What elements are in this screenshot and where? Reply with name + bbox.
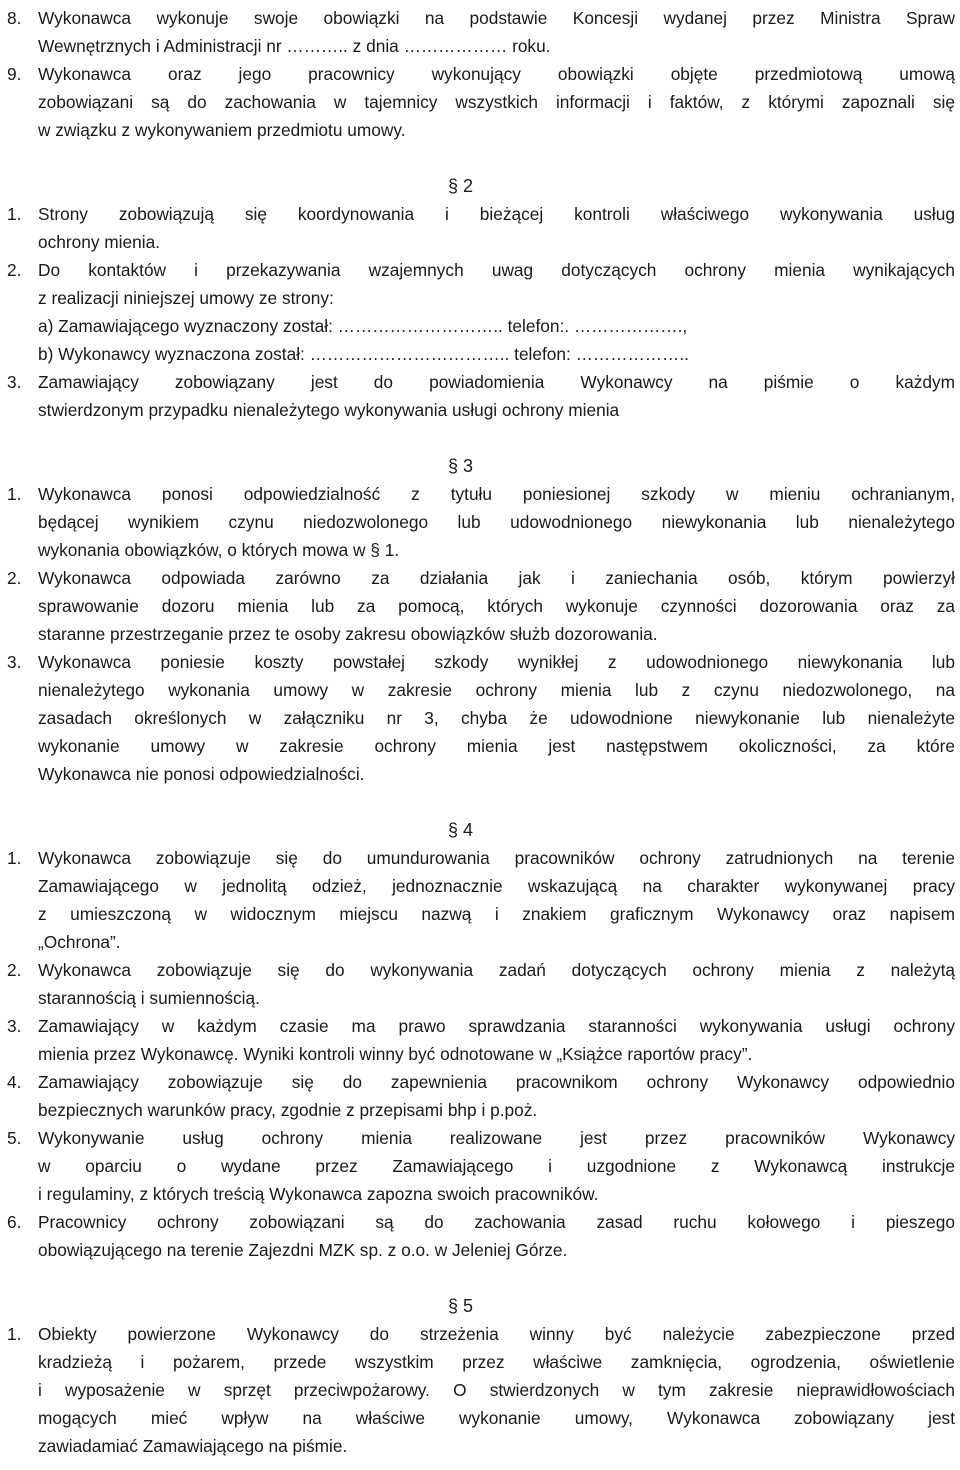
paragraph-line: i regulaminy, z których treścią Wykonawca zapozna swoich pracowników. [38, 1184, 599, 1204]
paragraph-line: mogących mieć wpływ na właściwe wykonanie umowy, Wykonawca zobowiązany jest [38, 1408, 955, 1428]
paragraph-line: zobowiązani są do zachowania w tajemnicy wszystkich informacji i faktów, z którymi zapoznali się [38, 92, 955, 112]
paragraph-line: bezpiecznych warunków pracy, zgodnie z przepisami bhp i p.poż. [38, 1100, 538, 1120]
paragraph-line: Strony zobowiązują się koordynowania i bieżącej kontroli właściwego wykonywania usług [38, 204, 955, 224]
item-number: 1. [7, 484, 22, 504]
section-heading: § 5 [448, 1296, 474, 1316]
paragraph-line: starannością i sumiennością. [38, 988, 260, 1008]
paragraph-line: sprawowanie dozoru mienia lub za pomocą, których wykonuje czynności dozorowania oraz za [38, 596, 955, 616]
paragraph-line: Pracownicy ochrony zobowiązani są do zachowania zasad ruchu kołowego i pieszego [38, 1212, 955, 1232]
item-number: 2. [7, 568, 22, 588]
paragraph-line: Zamawiający zobowiązany jest do powiadomienia Wykonawcy na piśmie o każdym [38, 372, 955, 392]
paragraph-line: obowiązującego na terenie Zajezdni MZK sp. z o.o. w Jeleniej Górze. [38, 1240, 568, 1260]
paragraph-line: z realizacji niniejszej umowy ze strony: [38, 288, 334, 308]
paragraph-line: Wykonawca zobowiązuje się do wykonywania zadań dotyczących ochrony mienia z należytą [38, 960, 955, 980]
paragraph-line: Wewnętrznych i Administracji nr ……….. z dnia ……………… roku. [38, 36, 551, 56]
paragraph-line: zasadach określonych w załączniku nr 3, chyba że udowodnione niewykonanie lub nienależyte [38, 708, 955, 728]
sub-item-line: a) Zamawiającego wyznaczony został: ……………………….. telefon:. ………………., [38, 316, 688, 336]
paragraph-line: Wykonywanie usług ochrony mienia realizowane jest przez pracowników Wykonawcy [38, 1128, 955, 1148]
item-number: 1. [7, 848, 22, 868]
paragraph-line: Wykonawca oraz jego pracownicy wykonujący obowiązki objęte przedmiotową umową [38, 64, 955, 84]
paragraph-line: Wykonawca nie ponosi odpowiedzialności. [38, 764, 365, 784]
paragraph-line: w związku z wykonywaniem przedmiotu umowy. [38, 120, 406, 140]
paragraph-line: Wykonawca zobowiązuje się do umundurowania pracowników ochrony zatrudnionych na terenie [38, 848, 955, 868]
paragraph-line: Wykonawca wykonuje swoje obowiązki na podstawie Koncesji wydanej przez Ministra Spraw [38, 8, 955, 28]
paragraph-line: Wykonawca odpowiada zarówno za działania jak i zaniechania osób, którym powierzył [38, 568, 955, 588]
item-number: 3. [7, 652, 22, 672]
paragraph-line: nienależytego wykonania umowy w zakresie ochrony mienia lub z czynu niedozwolonego, na [38, 680, 955, 700]
section-heading: § 4 [448, 820, 474, 840]
paragraph-line: z umieszczoną w widocznym miejscu nazwą i znakiem graficznym Wykonawcy oraz napisem [38, 904, 955, 924]
paragraph-line: i wyposażenie w sprzęt przeciwpożarowy. O stwierdzonych w tym zakresie nieprawidłowościach [38, 1380, 955, 1400]
paragraph-line: stwierdzonym przypadku nienależytego wykonywania usługi ochrony mienia [38, 400, 620, 420]
paragraph-line: Do kontaktów i przekazywania wzajemnych uwag dotyczących ochrony mienia wynikających [38, 260, 955, 280]
paragraph-line: Zamawiający zobowiązuje się do zapewnienia pracownikom ochrony Wykonawcy odpowiednio [38, 1072, 955, 1092]
paragraph-line: wykonania obowiązków, o których mowa w § 1. [38, 540, 400, 560]
paragraph-line: Zamawiający w każdym czasie ma prawo sprawdzania staranności wykonywania usługi ochrony [38, 1016, 955, 1036]
paragraph-line: Wykonawca ponosi odpowiedzialność z tytułu poniesionej szkody w mieniu ochranianym, [38, 484, 955, 504]
paragraph-line: w oparciu o wydane przez Zamawiającego i uzgodnione z Wykonawcą instrukcje [38, 1156, 955, 1176]
paragraph-line: „Ochrona”. [38, 932, 121, 952]
item-number: 3. [7, 1016, 22, 1036]
paragraph-line: Wykonawca poniesie koszty powstałej szkody wynikłej z udowodnionego niewykonania lub [38, 652, 955, 672]
paragraph-line: kradzieżą i pożarem, przede wszystkim przez właściwe zamknięcia, ogrodzenia, oświetlenie [38, 1352, 955, 1372]
item-number: 2. [7, 960, 22, 980]
paragraph-line: staranne przestrzeganie przez te osoby zakresu obowiązków służb dozorowania. [38, 624, 658, 644]
item-number: 1. [7, 1324, 22, 1344]
item-number: 6. [7, 1212, 22, 1232]
paragraph-line: mienia przez Wykonawcę. Wyniki kontroli winny być odnotowane w „Książce raportów pracy”. [38, 1044, 753, 1064]
paragraph-line: będącej wynikiem czynu niedozwolonego lub udowodnionego niewykonania lub nienależytego [38, 512, 955, 532]
paragraph-line: Obiekty powierzone Wykonawcy do strzeżenia winny być należycie zabezpieczone przed [38, 1324, 955, 1344]
item-number: 9. [7, 64, 22, 84]
paragraph-line: ochrony mienia. [38, 232, 160, 252]
item-number: 5. [7, 1128, 22, 1148]
paragraph-line: wykonanie umowy w zakresie ochrony mienia jest następstwem okoliczności, za które [38, 736, 955, 756]
item-number: 3. [7, 372, 22, 392]
item-number: 8. [7, 8, 22, 28]
sub-item-line: b) Wykonawcy wyznaczona został: …………………………….. telefon: ……………….. [38, 344, 689, 364]
item-number: 4. [7, 1072, 22, 1092]
section-heading: § 2 [448, 176, 474, 196]
paragraph-line: zawiadamiać Zamawiającego na piśmie. [38, 1436, 348, 1456]
paragraph-line: Zamawiającego w jednolitą odzież, jednoznacznie wskazującą na charakter wykonywanej pracy [38, 876, 955, 896]
section-heading: § 3 [448, 456, 474, 476]
item-number: 2. [7, 260, 22, 280]
item-number: 1. [7, 204, 22, 224]
